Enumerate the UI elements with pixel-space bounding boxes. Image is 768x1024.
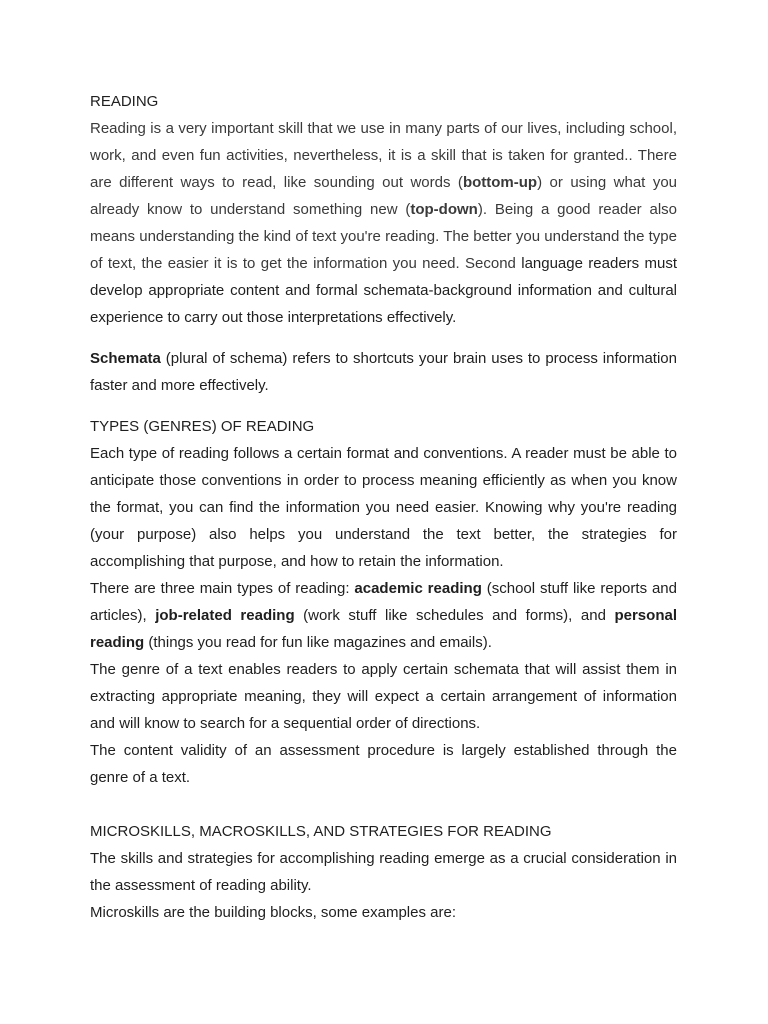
text-run: ) or using what you already know to understand something new ( (90, 174, 678, 218)
types-paragraph-2 (90, 575, 677, 656)
text-run: (plural of schema) refers to shortcuts your brain uses to process information faster and more effectively. (90, 350, 677, 394)
section-heading-types: TYPES (GENRES) OF READING (90, 418, 315, 435)
text-run: (things you read for fun like magazines and emails). (144, 634, 492, 651)
text-run: (work stuff like schedules and forms), and (294, 607, 615, 624)
text-run: language readers must develop appropriate content and formal schemata-background information and cultural experience to carry out those interpretations effectively. (90, 255, 677, 326)
bold-term-bottom-up: bottom-up (462, 174, 538, 191)
reading-intro-paragraph (90, 115, 677, 331)
microskills-paragraph-2: Microskills are the building blocks, some examples are: (90, 904, 456, 921)
bold-term-personal-reading: personal reading (90, 607, 677, 651)
types-paragraph-3: The genre of a text enables readers to apply certain schemata that will assist them in extracting appropriate meaning, they will expect a certain arrangement of information and will know to search for a sequential order of directions. (90, 661, 677, 732)
section-heading-reading: READING (90, 93, 159, 110)
text-run: There are three main types of reading: (90, 580, 355, 597)
section-heading-microskills: MICROSKILLS, MACROSKILLS, AND STRATEGIES FOR READING (90, 823, 552, 840)
bold-term-schemata: Schemata (90, 350, 161, 367)
bold-term-job-related-reading: job-related reading (155, 607, 295, 624)
document-page (90, 88, 677, 926)
text-run: ). Being a good reader also means understanding the kind of text you're reading. The better you understand the type of text, the easier it is to get the information you need. Second (90, 201, 677, 272)
types-paragraph-4: The content validity of an assessment procedure is largely established through the genre of a text. (90, 742, 677, 786)
types-paragraph-1: Each type of reading follows a certain format and conventions. A reader must be able to anticipate those conventions in order to process meaning efficiently as when you know the format, you can find the information you need easier. Knowing why you're reading (your purpose) also helps you understand the text better, the strategies for accomplishing that purpose, and how to retain the information. (90, 445, 677, 570)
microskills-paragraph-1: The skills and strategies for accomplishing reading emerge as a crucial consideration in the assessment of reading ability. (90, 850, 677, 894)
text-run: (school stuff like reports and articles), (90, 580, 677, 624)
schemata-paragraph (90, 345, 677, 399)
bold-term-academic-reading: academic reading (354, 580, 482, 597)
text-run: Reading is a very important skill that we use in many parts of our lives, including school, work, and even fun activities, nevertheless, it is a skill that is taken for granted.. There are different ways to read, like sounding out words ( (90, 120, 677, 191)
bold-term-top-down: top-down (410, 201, 478, 218)
